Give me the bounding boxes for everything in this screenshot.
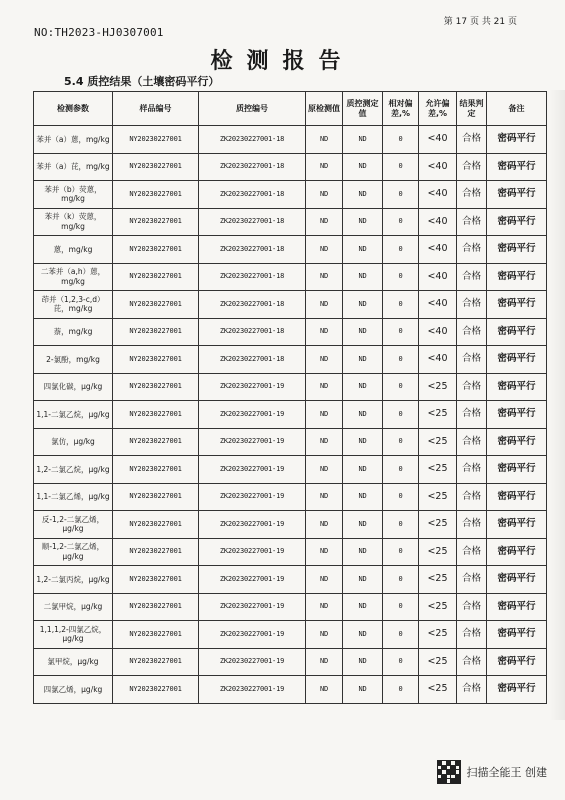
qc-no-cell: ZK20230227001-19 xyxy=(199,538,306,566)
param-cell: 蒽，mg/kg xyxy=(34,236,113,264)
sample-no-cell: NY20230227001 xyxy=(113,676,199,704)
table-row xyxy=(34,208,547,236)
original-value-cell: ND xyxy=(306,648,343,676)
param-cell: 1,1,1,2-四氯乙烷，μg/kg xyxy=(34,621,113,649)
qc-value-cell: ND xyxy=(343,346,383,374)
relative-deviation-cell: 0 xyxy=(383,648,419,676)
param-cell: 反-1,2-二氯乙烯，μg/kg xyxy=(34,511,113,539)
remark-cell: 密码平行 xyxy=(487,593,547,621)
allowed-deviation-cell: <40 xyxy=(419,291,457,319)
relative-deviation-cell: 0 xyxy=(383,126,419,154)
judgement-cell: 合格 xyxy=(457,566,487,594)
original-value-cell: ND xyxy=(306,621,343,649)
allowed-deviation-cell: <25 xyxy=(419,456,457,484)
remark-cell: 密码平行 xyxy=(487,511,547,539)
original-value-cell: ND xyxy=(306,593,343,621)
param-cell: 苯并（a）蒽，mg/kg xyxy=(34,126,113,154)
table-row xyxy=(34,593,547,621)
table-row xyxy=(34,538,547,566)
param-cell: 苯并（b）荧蒽，mg/kg xyxy=(34,181,113,209)
page-indicator: 第 17 页 共 21 页 xyxy=(443,17,517,27)
sample-no-cell: NY20230227001 xyxy=(113,538,199,566)
judgement-cell: 合格 xyxy=(457,126,487,154)
sample-no-cell: NY20230227001 xyxy=(113,318,199,346)
qc-value-cell: ND xyxy=(343,373,383,401)
remark-cell: 密码平行 xyxy=(487,318,547,346)
qc-value-cell: ND xyxy=(343,538,383,566)
remark-cell: 密码平行 xyxy=(487,538,547,566)
param-cell: 二苯并（a,h）蒽，mg/kg xyxy=(34,263,113,291)
sample-no-cell: NY20230227001 xyxy=(113,483,199,511)
table-row xyxy=(34,511,547,539)
qc-value-cell: ND xyxy=(343,621,383,649)
qc-no-cell: ZK20230227001-18 xyxy=(199,346,306,374)
qc-no-cell: ZK20230227001-19 xyxy=(199,566,306,594)
judgement-cell: 合格 xyxy=(457,236,487,264)
qc-no-cell: ZK20230227001-18 xyxy=(199,318,306,346)
table-row xyxy=(34,181,547,209)
table-row xyxy=(34,126,547,154)
param-cell: 1,1-二氯乙烷，μg/kg xyxy=(34,401,113,429)
qc-no-cell: ZK20230227001-18 xyxy=(199,263,306,291)
judgement-cell: 合格 xyxy=(457,456,487,484)
qc-value-cell: ND xyxy=(343,428,383,456)
table-row xyxy=(34,456,547,484)
judgement-cell: 合格 xyxy=(457,373,487,401)
sample-no-cell: NY20230227001 xyxy=(113,236,199,264)
allowed-deviation-cell: <40 xyxy=(419,208,457,236)
original-value-cell: ND xyxy=(306,373,343,401)
allowed-deviation-cell: <25 xyxy=(419,676,457,704)
allowed-deviation-cell: <25 xyxy=(419,373,457,401)
table-row xyxy=(34,291,547,319)
qc-results-table xyxy=(33,91,547,704)
allowed-deviation-cell: <40 xyxy=(419,236,457,264)
remark-cell: 密码平行 xyxy=(487,291,547,319)
table-row xyxy=(34,621,547,649)
judgement-cell: 合格 xyxy=(457,153,487,181)
qc-no-cell: ZK20230227001-19 xyxy=(199,401,306,429)
qc-value-cell: ND xyxy=(343,566,383,594)
judgement-cell: 合格 xyxy=(457,208,487,236)
allowed-deviation-header: 允许偏差,% xyxy=(419,92,457,126)
param-cell: 2-氯酚，mg/kg xyxy=(34,346,113,374)
original-value-cell: ND xyxy=(306,538,343,566)
original-value-cell: ND xyxy=(306,263,343,291)
remark-header: 备注 xyxy=(487,92,547,126)
page-title: 检测报告 xyxy=(210,48,355,74)
table-row xyxy=(34,153,547,181)
judgement-cell: 合格 xyxy=(457,648,487,676)
judgement-cell: 合格 xyxy=(457,263,487,291)
sample-no-cell: NY20230227001 xyxy=(113,511,199,539)
param-header: 检测参数 xyxy=(34,92,113,126)
qc-value-cell: ND xyxy=(343,291,383,319)
judgement-cell: 合格 xyxy=(457,401,487,429)
section-heading: 5.4 质控结果（土壤密码平行） xyxy=(64,75,220,88)
qc-value-cell: ND xyxy=(343,181,383,209)
param-cell: 氯甲烷，μg/kg xyxy=(34,648,113,676)
remark-cell: 密码平行 xyxy=(487,676,547,704)
table-header-row xyxy=(34,92,547,126)
allowed-deviation-cell: <25 xyxy=(419,428,457,456)
relative-deviation-cell: 0 xyxy=(383,236,419,264)
qc-value-cell: ND xyxy=(343,126,383,154)
param-cell: 1,2-二氯丙烷，μg/kg xyxy=(34,566,113,594)
original-value-cell: ND xyxy=(306,676,343,704)
remark-cell: 密码平行 xyxy=(487,181,547,209)
qc-no-cell: ZK20230227001-19 xyxy=(199,428,306,456)
param-cell: 苯并（a）芘，mg/kg xyxy=(34,153,113,181)
relative-deviation-cell: 0 xyxy=(383,483,419,511)
relative-deviation-cell: 0 xyxy=(383,181,419,209)
relative-deviation-cell: 0 xyxy=(383,373,419,401)
judgement-cell: 合格 xyxy=(457,346,487,374)
qc-value-cell: ND xyxy=(343,511,383,539)
allowed-deviation-cell: <25 xyxy=(419,593,457,621)
judgement-cell: 合格 xyxy=(457,538,487,566)
qc-value-cell: ND xyxy=(343,401,383,429)
relative-deviation-cell: 0 xyxy=(383,676,419,704)
judgement-cell: 合格 xyxy=(457,181,487,209)
original-value-cell: ND xyxy=(306,181,343,209)
qc-no-cell: ZK20230227001-19 xyxy=(199,676,306,704)
original-value-cell: ND xyxy=(306,483,343,511)
qc-value-cell: ND xyxy=(343,676,383,704)
relative-deviation-cell: 0 xyxy=(383,346,419,374)
report-number: NO:TH2023-HJ0307001 xyxy=(34,26,164,39)
qc-value-cell: ND xyxy=(343,483,383,511)
scanner-watermark xyxy=(437,760,548,784)
original-value-cell: ND xyxy=(306,318,343,346)
sample-no-cell: NY20230227001 xyxy=(113,401,199,429)
qc-value-cell: ND xyxy=(343,208,383,236)
original-value-cell: ND xyxy=(306,291,343,319)
sample-no-cell: NY20230227001 xyxy=(113,346,199,374)
original-value-cell: ND xyxy=(306,566,343,594)
judgement-header: 结果判定 xyxy=(457,92,487,126)
allowed-deviation-cell: <25 xyxy=(419,566,457,594)
qc-no-cell: ZK20230227001-18 xyxy=(199,181,306,209)
original-value-cell: ND xyxy=(306,153,343,181)
qc-no-cell: ZK20230227001-19 xyxy=(199,511,306,539)
qc-no-cell: ZK20230227001-19 xyxy=(199,483,306,511)
allowed-deviation-cell: <25 xyxy=(419,538,457,566)
qc-no-cell: ZK20230227001-19 xyxy=(199,456,306,484)
table-body xyxy=(34,126,547,704)
judgement-cell: 合格 xyxy=(457,428,487,456)
relative-deviation-cell: 0 xyxy=(383,428,419,456)
allowed-deviation-cell: <40 xyxy=(419,126,457,154)
param-cell: 顺-1,2-二氯乙烯，μg/kg xyxy=(34,538,113,566)
sample-no-cell: NY20230227001 xyxy=(113,648,199,676)
sample-no-cell: NY20230227001 xyxy=(113,566,199,594)
remark-cell: 密码平行 xyxy=(487,373,547,401)
original-value-cell: ND xyxy=(306,346,343,374)
judgement-cell: 合格 xyxy=(457,291,487,319)
allowed-deviation-cell: <40 xyxy=(419,318,457,346)
qc-no-cell: ZK20230227001-19 xyxy=(199,621,306,649)
param-cell: 萘，mg/kg xyxy=(34,318,113,346)
qc-value-cell: ND xyxy=(343,648,383,676)
sample-no-cell: NY20230227001 xyxy=(113,593,199,621)
qc-no-cell: ZK20230227001-19 xyxy=(199,648,306,676)
relative-deviation-cell: 0 xyxy=(383,511,419,539)
param-cell: 四氯化碳，μg/kg xyxy=(34,373,113,401)
qc-no-cell: ZK20230227001-18 xyxy=(199,153,306,181)
allowed-deviation-cell: <40 xyxy=(419,153,457,181)
original-value-cell: ND xyxy=(306,126,343,154)
remark-cell: 密码平行 xyxy=(487,456,547,484)
qc-value-cell: ND xyxy=(343,236,383,264)
allowed-deviation-cell: <40 xyxy=(419,346,457,374)
remark-cell: 密码平行 xyxy=(487,566,547,594)
original-value-cell: ND xyxy=(306,236,343,264)
relative-deviation-header: 相对偏差,% xyxy=(383,92,419,126)
param-cell: 1,2-二氯乙烷，μg/kg xyxy=(34,456,113,484)
relative-deviation-cell: 0 xyxy=(383,538,419,566)
sample-no-cell: NY20230227001 xyxy=(113,456,199,484)
original-value-cell: ND xyxy=(306,208,343,236)
sample-no-header: 样品编号 xyxy=(113,92,199,126)
remark-cell: 密码平行 xyxy=(487,648,547,676)
remark-cell: 密码平行 xyxy=(487,153,547,181)
sample-no-cell: NY20230227001 xyxy=(113,153,199,181)
relative-deviation-cell: 0 xyxy=(383,401,419,429)
sample-no-cell: NY20230227001 xyxy=(113,428,199,456)
remark-cell: 密码平行 xyxy=(487,208,547,236)
sample-no-cell: NY20230227001 xyxy=(113,373,199,401)
qc-value-header: 质控测定值 xyxy=(343,92,383,126)
sample-no-cell: NY20230227001 xyxy=(113,263,199,291)
param-cell: 茚并（1,2,3-c,d）芘，mg/kg xyxy=(34,291,113,319)
remark-cell: 密码平行 xyxy=(487,346,547,374)
original-value-cell: ND xyxy=(306,401,343,429)
table-row xyxy=(34,648,547,676)
qc-value-cell: ND xyxy=(343,318,383,346)
table-row xyxy=(34,401,547,429)
relative-deviation-cell: 0 xyxy=(383,263,419,291)
qc-no-header: 质控编号 xyxy=(199,92,306,126)
relative-deviation-cell: 0 xyxy=(383,318,419,346)
original-value-cell: ND xyxy=(306,511,343,539)
judgement-cell: 合格 xyxy=(457,621,487,649)
relative-deviation-cell: 0 xyxy=(383,593,419,621)
sample-no-cell: NY20230227001 xyxy=(113,126,199,154)
allowed-deviation-cell: <25 xyxy=(419,648,457,676)
table-row xyxy=(34,236,547,264)
allowed-deviation-cell: <25 xyxy=(419,483,457,511)
judgement-cell: 合格 xyxy=(457,483,487,511)
allowed-deviation-cell: <25 xyxy=(419,621,457,649)
qc-value-cell: ND xyxy=(343,593,383,621)
relative-deviation-cell: 0 xyxy=(383,456,419,484)
qc-no-cell: ZK20230227001-19 xyxy=(199,373,306,401)
qc-no-cell: ZK20230227001-18 xyxy=(199,126,306,154)
judgement-cell: 合格 xyxy=(457,676,487,704)
table-row xyxy=(34,373,547,401)
table-row xyxy=(34,346,547,374)
relative-deviation-cell: 0 xyxy=(383,208,419,236)
scan-shadow xyxy=(549,90,565,720)
qc-no-cell: ZK20230227001-18 xyxy=(199,236,306,264)
qc-no-cell: ZK20230227001-18 xyxy=(199,291,306,319)
allowed-deviation-cell: <40 xyxy=(419,181,457,209)
allowed-deviation-cell: <40 xyxy=(419,263,457,291)
param-cell: 1,1-二氯乙烯，μg/kg xyxy=(34,483,113,511)
param-cell: 氯仿，μg/kg xyxy=(34,428,113,456)
original-value-cell: ND xyxy=(306,456,343,484)
qc-value-cell: ND xyxy=(343,153,383,181)
qc-no-cell: ZK20230227001-19 xyxy=(199,593,306,621)
remark-cell: 密码平行 xyxy=(487,263,547,291)
remark-cell: 密码平行 xyxy=(487,483,547,511)
qc-no-cell: ZK20230227001-18 xyxy=(199,208,306,236)
relative-deviation-cell: 0 xyxy=(383,566,419,594)
relative-deviation-cell: 0 xyxy=(383,153,419,181)
param-cell: 苯并（k）荧蒽，mg/kg xyxy=(34,208,113,236)
relative-deviation-cell: 0 xyxy=(383,291,419,319)
allowed-deviation-cell: <25 xyxy=(419,401,457,429)
sample-no-cell: NY20230227001 xyxy=(113,621,199,649)
remark-cell: 密码平行 xyxy=(487,401,547,429)
param-cell: 四氯乙烯，μg/kg xyxy=(34,676,113,704)
remark-cell: 密码平行 xyxy=(487,428,547,456)
original-value-cell: ND xyxy=(306,428,343,456)
param-cell: 二氯甲烷，μg/kg xyxy=(34,593,113,621)
allowed-deviation-cell: <25 xyxy=(419,511,457,539)
table-row xyxy=(34,676,547,704)
sample-no-cell: NY20230227001 xyxy=(113,181,199,209)
qr-code-icon xyxy=(437,760,461,784)
remark-cell: 密码平行 xyxy=(487,126,547,154)
remark-cell: 密码平行 xyxy=(487,621,547,649)
judgement-cell: 合格 xyxy=(457,318,487,346)
table-row xyxy=(34,428,547,456)
table-row xyxy=(34,318,547,346)
qc-value-cell: ND xyxy=(343,263,383,291)
judgement-cell: 合格 xyxy=(457,511,487,539)
table-row xyxy=(34,566,547,594)
table-row xyxy=(34,263,547,291)
sample-no-cell: NY20230227001 xyxy=(113,291,199,319)
sample-no-cell: NY20230227001 xyxy=(113,208,199,236)
judgement-cell: 合格 xyxy=(457,593,487,621)
remark-cell: 密码平行 xyxy=(487,236,547,264)
relative-deviation-cell: 0 xyxy=(383,621,419,649)
table-row xyxy=(34,483,547,511)
qc-value-cell: ND xyxy=(343,456,383,484)
watermark-text: 扫描全能王 创建 xyxy=(466,766,547,779)
original-value-header: 原检测值 xyxy=(306,92,343,126)
